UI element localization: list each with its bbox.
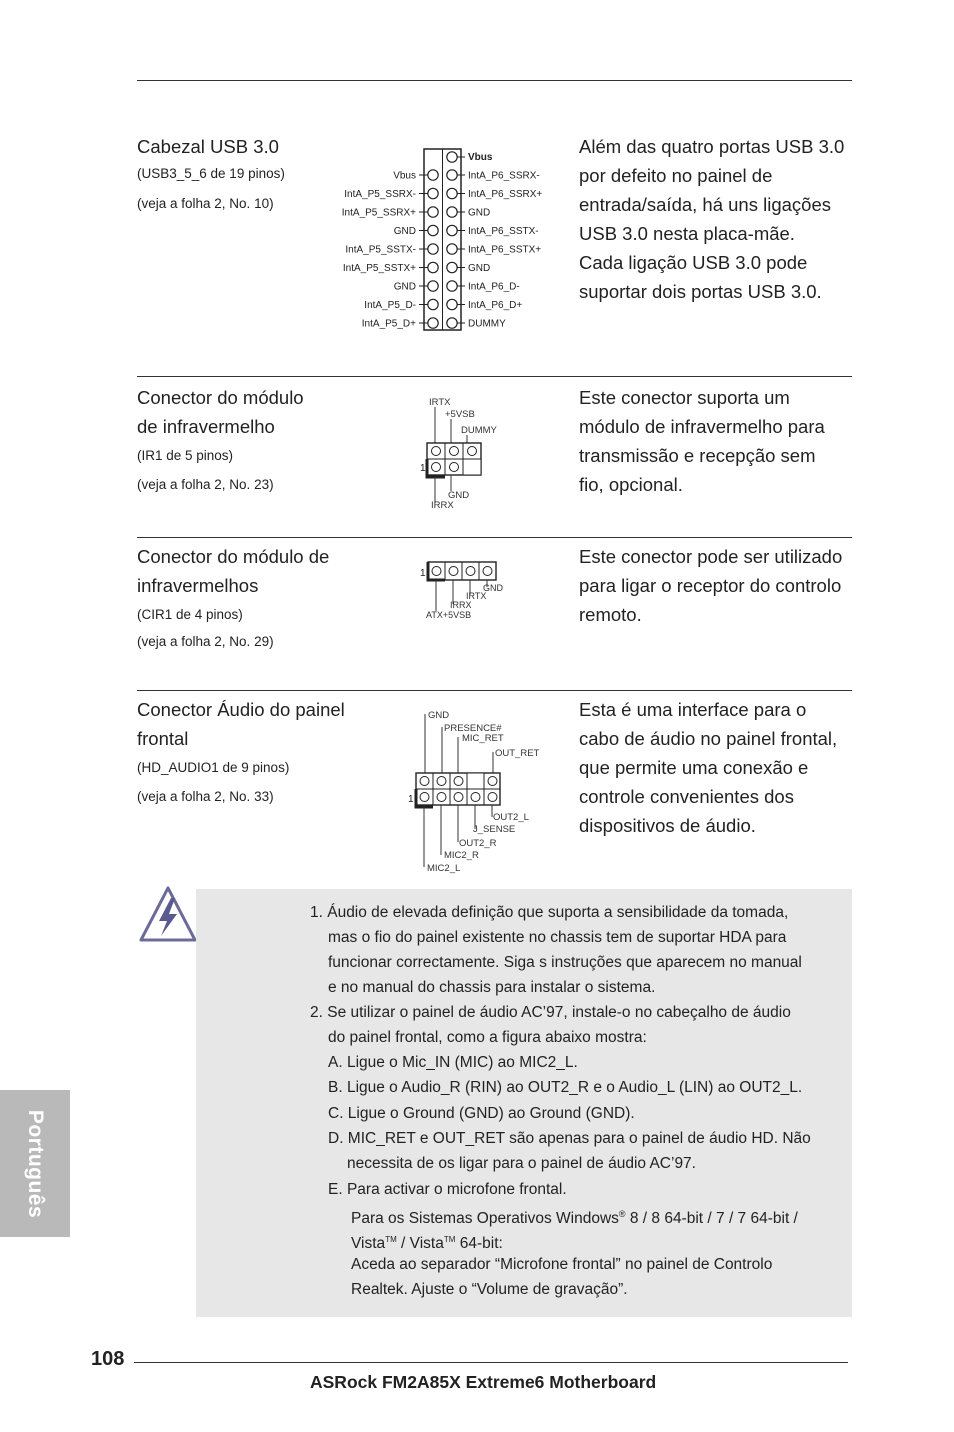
usb-pin: [447, 207, 457, 217]
ir-irtx-label: IRTX: [429, 397, 451, 408]
page-number: 108: [91, 1348, 125, 1370]
ir-header-title: Conector do módulo de infravermelho: [137, 387, 304, 437]
footer-product-name: ASRock FM2A85X Extreme6 Motherboard: [310, 1372, 657, 1392]
usb-header-title: Cabezal USB 3.0: [137, 136, 279, 157]
usb-pin-label-right: DUMMY: [468, 318, 506, 330]
note-line: Vista™ / Vista™ 64-bit:: [351, 1235, 503, 1253]
audio-out2r-label: OUT2_R: [459, 838, 497, 849]
note-line: D. MIC_RET e OUT_RET são apenas para o painel de áudio HD. Não: [328, 1130, 811, 1147]
note-line: funcionar correctamente. Siga s instruções que aparecem no manual: [328, 954, 802, 971]
note-line: 1. Áudio de elevada definição que suporta a sensibilidade da tomada,: [310, 904, 789, 921]
audio-header-pins: (HD_AUDIO1 de 9 pinos): [137, 760, 290, 775]
usb-pin-label-left: IntA_P5_SSTX-: [345, 244, 416, 256]
usb-pin-label-left: GND: [393, 281, 416, 293]
audio-header-ref: (veja a folha 2, No. 33): [137, 789, 274, 804]
cir-header-description: Este conector pode ser utilizado para ligar o receptor do controlo remoto.: [579, 546, 843, 625]
ir-gnd-label: GND: [448, 490, 470, 501]
audio-mic2l-label: MIC2_L: [427, 863, 461, 874]
cir-header-title: Conector do módulo de infravermelhos: [137, 546, 330, 596]
ir-header-ref: (veja a folha 2, No. 23): [137, 477, 274, 492]
usb-pin-label-left: IntA_P5_SSRX-: [344, 189, 416, 200]
cir-irtx-label: IRTX: [466, 591, 487, 601]
usb-pin-label-right: IntA_P6_D-: [468, 281, 520, 293]
usb3-pin-diagram: [325, 145, 565, 335]
usb-pin: [428, 299, 438, 309]
usb-pin-label-left: IntA_P5_SSRX+: [341, 207, 416, 219]
usb-header-ref: (veja a folha 2, No. 10): [137, 196, 274, 211]
usb-pin: [428, 244, 438, 254]
ir-5vsb-label: +5VSB: [445, 409, 475, 420]
note-line: do painel frontal, como a figura abaixo mostra:: [328, 1029, 647, 1046]
audio-jsense-label: J_SENSE: [473, 824, 516, 835]
usb-pin: [428, 188, 438, 198]
usb-pin-label-left: IntA_P5_D+: [361, 318, 416, 330]
note-line: mas o fio do painel existente no chassis tem de suportar HDA para: [328, 929, 787, 946]
top-rule: [137, 80, 852, 81]
usb-pin: [428, 281, 438, 291]
usb-pin-label-left: IntA_P5_D-: [364, 300, 416, 311]
ir-dummy-label: DUMMY: [461, 425, 497, 436]
cir-atx5vsb-label: ATX+5VSB: [426, 610, 472, 620]
note-line: Realtek. Ajuste o “Volume de gravação”.: [351, 1281, 628, 1298]
ir-header-description: Este conector suporta um módulo de infravermelho para transmissão e recepção sem fio, opcional.: [579, 387, 825, 495]
note-line: E. Para activar o microfone frontal.: [328, 1181, 567, 1198]
usb-pin-label-left: GND: [393, 226, 416, 237]
usb-pin: [428, 262, 438, 272]
usb-pin-label-right: IntA_P6_SSRX-: [468, 170, 540, 182]
warning-lightning-icon: [137, 884, 199, 946]
cir-pin1-marker: 1: [420, 568, 426, 579]
cir-header-ref: (veja a folha 2, No. 29): [137, 634, 274, 649]
note-line: B. Ligue o Audio_R (RIN) ao OUT2_R e o Audio_L (LIN) ao OUT2_L.: [328, 1079, 803, 1096]
audio-header-title: Conector Áudio do painel frontal: [137, 699, 345, 749]
usb-pin-label-right: IntA_P6_D+: [468, 300, 523, 311]
language-side-tab: Português: [0, 1090, 70, 1237]
usb-pin: [447, 262, 457, 272]
usb-top-label: Vbus: [468, 152, 493, 163]
usb-pin: [447, 299, 457, 309]
audio-presence-label: PRESENCE#: [444, 723, 502, 734]
note-line: C. Ligue o Ground (GND) ao Ground (GND).: [328, 1105, 635, 1122]
audio-micret-label: MIC_RET: [462, 733, 504, 744]
usb-pin-label-left: Vbus: [393, 170, 416, 182]
ir-header-pins: (IR1 de 5 pinos): [137, 448, 234, 463]
note-line: Aceda ao separador “Microfone frontal” no painel de Controlo: [351, 1256, 773, 1273]
cir-irrx-label: IRRX: [450, 600, 472, 610]
ir-irrx-label: IRRX: [431, 500, 454, 511]
cir-gnd-label: GND: [483, 583, 503, 593]
note-line: e no manual do chassis para instalar o sistema.: [328, 979, 656, 996]
usb-pin: [447, 281, 457, 291]
usb-pin-label-right: IntA_P6_SSTX-: [468, 226, 539, 237]
usb-pin: [447, 244, 457, 254]
usb-pin-label-right: IntA_P6_SSTX+: [468, 244, 542, 256]
usb-pin-label-right: IntA_P6_SSRX+: [468, 189, 543, 200]
note-line: Para os Sistemas Operativos Windows® 8 / 8 64-bit / 7 / 7 64-bit /: [351, 1209, 798, 1228]
audio-out2l-label: OUT2_L: [493, 812, 529, 823]
footer-rule: [134, 1362, 848, 1363]
note-line: necessita de os ligar para o painel de áudio AC’97.: [347, 1155, 696, 1172]
usb-pin: [447, 225, 457, 235]
usb-pin: [428, 207, 438, 217]
usb-pin: [447, 170, 457, 180]
audio-pin1-marker: 1: [408, 794, 414, 805]
ir-pin-diagram: [415, 393, 525, 513]
usb-pin: [428, 318, 438, 328]
usb-pin: [428, 225, 438, 235]
audio-gnd-label: GND: [428, 710, 450, 721]
cir-pin-diagram: [415, 556, 515, 626]
note-line: 2. Se utilizar o painel de áudio AC’97, instale-o no cabeçalho de áudio: [310, 1004, 791, 1021]
section-rule-ir: [137, 376, 852, 377]
audio-header-description: Esta é uma interface para o cabo de áudio no painel frontal, que permite uma conexão e controle convenientes dos dispositivos de áudio.: [579, 699, 838, 836]
usb-pin: [447, 188, 457, 198]
usb-pin: [447, 318, 457, 328]
audio-mic2r-label: MIC2_R: [444, 850, 479, 861]
section-rule-audio: [137, 690, 852, 691]
audio-pin-diagram: [400, 700, 560, 880]
section-rule-cir: [137, 537, 852, 538]
cir-header-pins: (CIR1 de 4 pinos): [137, 607, 243, 622]
audio-outret-label: OUT_RET: [495, 748, 540, 759]
ir-pin1-marker: 1: [420, 463, 426, 474]
usb-pin-label-right: GND: [468, 263, 491, 274]
usb-pin: [428, 170, 438, 180]
usb-header-description: Além das quatro portas USB 3.0 por defeito no painel de entrada/saída, há uns ligações USB 3.0 nesta placa-mãe. Cada ligação USB 3.0 pode suportar dois portas USB 3.0.: [579, 136, 845, 302]
usb-pin-label-left: IntA_P5_SSTX+: [342, 263, 416, 274]
note-line: A. Ligue o Mic_IN (MIC) ao MIC2_L.: [328, 1054, 578, 1071]
usb-pin-label-right: GND: [468, 207, 491, 219]
usb-header-pins: (USB3_5_6 de 19 pinos): [137, 166, 285, 181]
